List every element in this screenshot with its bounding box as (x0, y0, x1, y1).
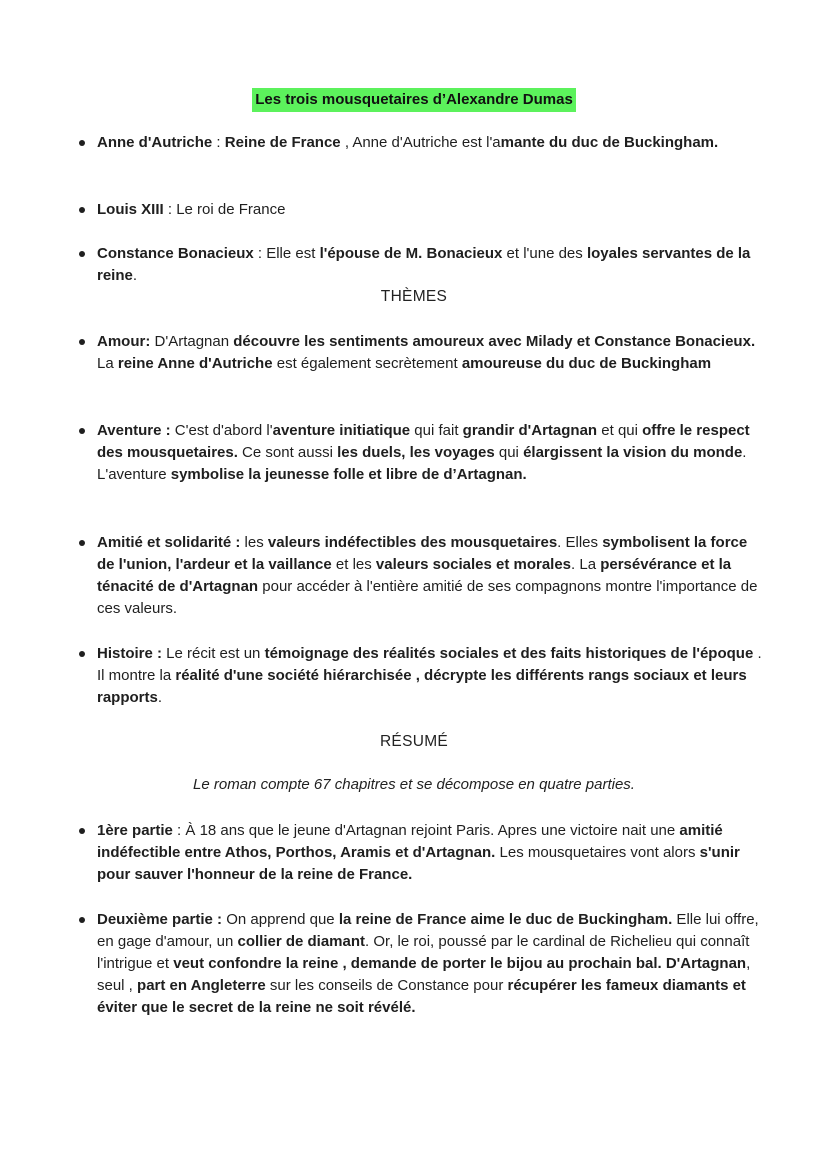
body-text: , Anne d'Autriche est l'a (340, 134, 501, 151)
body-text: Le récit est un (162, 645, 265, 662)
body-text: D'Artagnan (150, 333, 234, 350)
emphasized-text: Histoire : (97, 645, 163, 662)
emphasized-text: valeurs sociales et morales (375, 556, 572, 573)
body-text: pour accéder à l'entière amitié de ses compagnons montre l'importance de ces valeurs. (97, 578, 758, 617)
emphasized-text: Anne d'Autriche (97, 134, 213, 151)
bullet-icon (79, 428, 85, 434)
body-text: et qui (597, 422, 643, 439)
body-text: C'est d'abord l' (170, 422, 273, 439)
body-text: . (132, 267, 138, 284)
bullet-icon (79, 207, 85, 213)
body-text: . La (571, 556, 601, 573)
bullet-icon (79, 140, 85, 146)
emphasized-text: réalité d'une société hiérarchisée , décrypte les différents rangs sociaux et leurs rapports (97, 667, 747, 706)
theme-item (97, 420, 767, 486)
emphasized-text: Louis XIII (97, 201, 164, 218)
emphasized-text: témoignage des réalités sociales et des faits historiques de l'époque (264, 645, 754, 662)
theme-item (97, 532, 767, 620)
emphasized-text: collier de diamant (237, 933, 366, 950)
body-text: La (97, 355, 118, 372)
body-text: et l'une des (502, 245, 587, 262)
bullet-icon (79, 251, 85, 257)
emphasized-text: Reine de France (224, 134, 341, 151)
body-text: : Le roi de France (163, 201, 286, 218)
emphasized-text: part en Angleterre (137, 977, 266, 994)
emphasized-text: découvre les sentiments amoureux avec Milady et Constance Bonacieux. (233, 333, 756, 350)
body-text: qui fait (410, 422, 463, 439)
body-text: : (212, 134, 225, 151)
body-text: qui (494, 444, 524, 461)
body-text: les (240, 534, 268, 551)
resume-heading: RÉSUMÉ (379, 733, 449, 750)
body-text: , seul , (97, 955, 751, 994)
emphasized-text: grandir d'Artagnan (462, 422, 598, 439)
title-row (0, 88, 828, 112)
personnage-item (97, 199, 767, 221)
emphasized-text: amitié indéfectible entre Athos, Porthos, Aramis et d'Artagnan. (97, 822, 723, 861)
emphasized-text: s'unir pour sauver l'honneur de la reine de France. (97, 844, 740, 883)
emphasized-text: aventure initiatique (272, 422, 411, 439)
body-text: . Il montre la (97, 645, 762, 684)
personnage-item (97, 243, 767, 287)
emphasized-text: récupérer les fameux diamants et éviter que le secret de la reine ne soit révélé. (97, 977, 746, 1016)
body-text: . (157, 689, 163, 706)
body-text: : Elle est (253, 245, 320, 262)
body-text: est également secrètement (272, 355, 462, 372)
bullet-icon (79, 651, 85, 657)
emphasized-text: élargissent la vision du monde (523, 444, 743, 461)
emphasized-text: 1ère partie (97, 822, 173, 839)
emphasized-text: Amour: (97, 333, 151, 350)
body-text: sur les conseils de Constance pour (265, 977, 508, 994)
body-text: Ce sont aussi (237, 444, 338, 461)
bullet-icon (79, 828, 85, 834)
emphasized-text: Deuxième partie : (97, 911, 223, 928)
emphasized-text: Constance Bonacieux (97, 245, 254, 262)
emphasized-text: l'épouse de M. Bonacieux (319, 245, 503, 262)
emphasized-text: mante du duc de Buckingham. (500, 134, 719, 151)
resume-item (97, 820, 767, 886)
resume-intro: Le roman compte 67 chapitres et se décompose en quatre parties. (193, 776, 635, 793)
emphasized-text: persévérance et la ténacité de d'Artagnan (97, 556, 732, 595)
emphasized-text: amoureuse du duc de Buckingham (461, 355, 712, 372)
body-text: Les mousquetaires vont alors (495, 844, 700, 861)
emphasized-text: veut confondre la reine , demande de porter le bijou au prochain bal. D'Artagnan (173, 955, 747, 972)
body-text: . Or, le roi, poussé par le cardinal de Richelieu qui connaît l'intrigue et (97, 933, 750, 972)
bullet-icon (79, 917, 85, 923)
bullet-icon (79, 540, 85, 546)
emphasized-text: la reine de France aime le duc de Buckingham. (338, 911, 673, 928)
personnage-item (97, 132, 767, 154)
body-text: . Elles (557, 534, 603, 551)
emphasized-text: reine Anne d'Autriche (117, 355, 273, 372)
theme-item (97, 331, 767, 375)
emphasized-text: Amitié et solidarité : (97, 534, 241, 551)
resume-item (97, 909, 767, 1019)
emphasized-text: loyales servantes de la reine (97, 245, 751, 284)
emphasized-text: les duels, les voyages (337, 444, 495, 461)
emphasized-text: symbolise la jeunesse folle et libre de d’Artagnan. (170, 466, 527, 483)
emphasized-text: valeurs indéfectibles des mousquetaires (267, 534, 558, 551)
body-text: : À 18 ans que le jeune d'Artagnan rejoint Paris. Apres une victoire nait une (172, 822, 680, 839)
themes-heading: THÈMES (380, 288, 448, 305)
document-title: Les trois mousquetaires d’Alexandre Dumas (252, 88, 576, 112)
body-text: Elle lui offre, en gage d'amour, un (97, 911, 759, 950)
emphasized-text: symbolisent la force de l'union, l'ardeur et la vaillance (97, 534, 748, 573)
theme-item (97, 643, 767, 709)
body-text: . L'aventure (97, 444, 747, 483)
body-text: et les (331, 556, 376, 573)
bullet-icon (79, 339, 85, 345)
body-text: On apprend que (222, 911, 339, 928)
emphasized-text: offre le respect des mousquetaires. (97, 422, 750, 461)
emphasized-text: Aventure : (97, 422, 171, 439)
